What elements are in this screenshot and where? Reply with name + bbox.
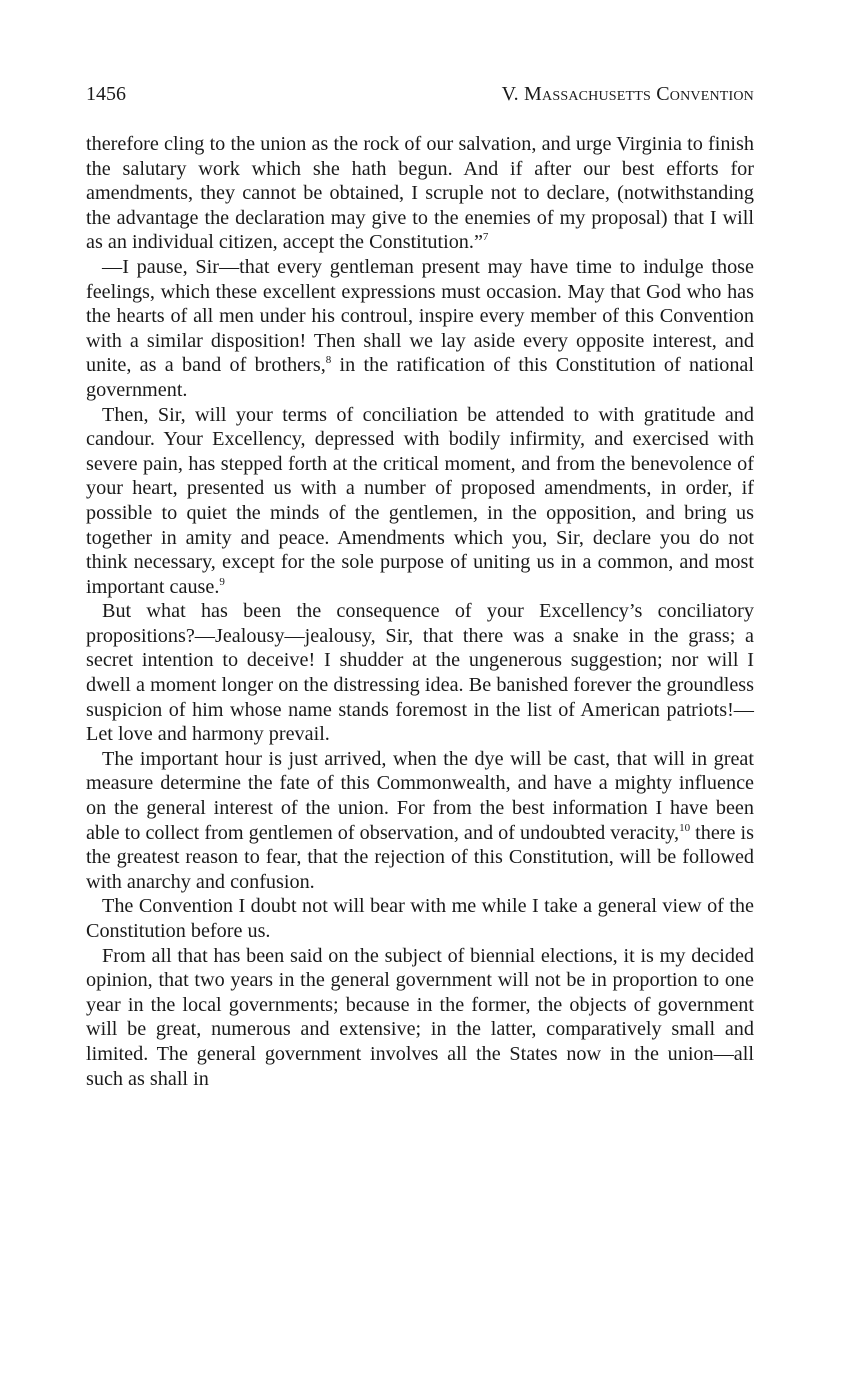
- paragraph-5: [86, 747, 754, 895]
- paragraph-text: The important hour is just arrived, when the dye will be cast, that will in great measure determine the fate of this Commonwealth, and have a mighty influence on the general interest of the union. For from the best information I have been able to collect from gentlemen of observation, and of undoubted veracity,: [86, 747, 754, 844]
- paragraph-text: From all that has been said on the subject of biennial elections, it is my decided opinion, that two years in the general government will not be in proportion to one year in the local governments; because in the former, the objects of government will be great, numerous and extensive; in the latter, comparatively small and limited. The general government involves all the States now in the union—all such as shall in: [86, 944, 754, 1090]
- paragraph-1: [86, 132, 754, 255]
- body-text: [86, 132, 754, 1091]
- section-title: V. Massachusetts Convention: [501, 83, 754, 105]
- paragraph-7: [86, 944, 754, 1092]
- page: [86, 80, 754, 1091]
- paragraph-tail: there is the greatest reason to fear, that the rejection of this Constitution, will be followed with anarchy and confusion.: [86, 821, 754, 893]
- footnote-ref-7: 7: [482, 231, 489, 244]
- paragraph-tail: in the ratification of this Constitution of national government.: [86, 354, 754, 401]
- paragraph-6: [86, 894, 754, 943]
- paragraph-3: [86, 403, 754, 600]
- paragraph-4: [86, 599, 754, 747]
- running-head: [86, 80, 754, 108]
- paragraph-text: The Convention I doubt not will bear with me while I take a general view of the Constitution before us.: [86, 895, 754, 942]
- footnote-ref-9: 9: [219, 575, 225, 588]
- paragraph-text: But what has been the consequence of your Excellency’s conciliatory propositions?—Jealousy—jealousy, Sir, that there was a snake in the grass; a secret intention to deceive! I shudder at the ungenerous suggestion; nor will I dwell a moment longer on the distressing idea. Be banished forever the groundless suspicion of him whose name stands foremost in the list of American patriots!—Let love and harmony prevail.: [86, 600, 754, 746]
- page-number: 1456: [86, 83, 126, 105]
- paragraph-text: therefore cling to the union as the rock of our salvation, and urge Virginia to finish the salutary work which she hath begun. And if after our best efforts for amendments, they cannot be obtained, I scruple not to declare, (notwithstanding the advantage the declaration may give to the enemies of my proposal) that I will as an individual citizen, accept the Constitution.”: [86, 133, 754, 254]
- footnote-ref-10: 10: [679, 821, 691, 834]
- paragraph-2: [86, 255, 754, 403]
- paragraph-text: —I pause, Sir—that every gentleman present may have time to indulge those feelings, which these excellent expressions must occasion. May that God who has the hearts of all men under his controul, inspire every member of this Convention with a similar disposition! Then shall we lay aside every opposite interest, and unite, as a band of brothers,: [86, 255, 754, 377]
- footnote-ref-8: 8: [325, 354, 332, 367]
- paragraph-text: Then, Sir, will your terms of conciliation be attended to with gratitude and candour. Your Excellency, depressed with bodily infirmity, and exercised with severe pain, has stepped forth at the critical moment, and from the benevolence of your heart, presented us with a number of proposed amendments, in order, if possible to quiet the minds of the gentlemen, in the opposition, and bring us together in amity and peace. Amendments which you, Sir, declare you do not think necessary, except for the sole purpose of uniting us in a common, and most important cause.: [86, 403, 754, 598]
